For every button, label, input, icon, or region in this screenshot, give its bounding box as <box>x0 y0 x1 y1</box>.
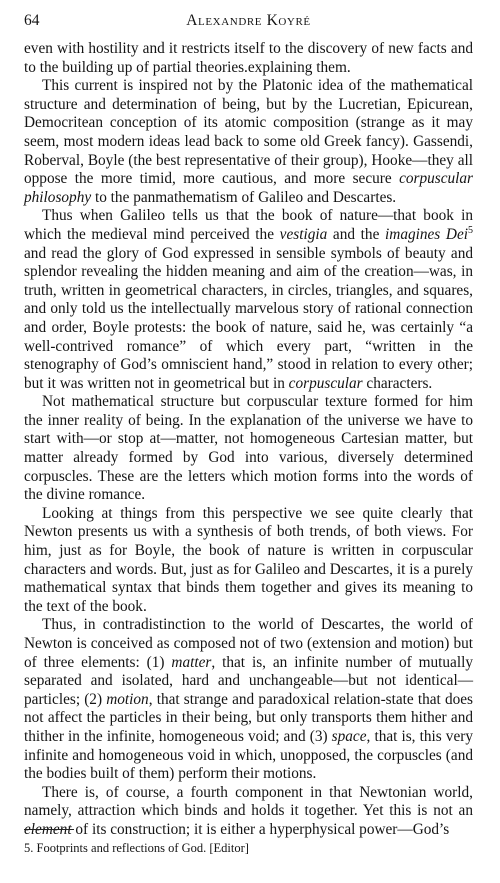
italic-term: element <box>24 820 72 838</box>
paragraph-7: There is, of course, a fourth component in that Newtonian world, namely, attraction which binds and holds it together. Yet this is not an element of its construction; it is either a hyperphysical power—God’s <box>24 783 473 838</box>
running-head <box>24 0 473 30</box>
italic-term: corpuscular <box>288 374 363 392</box>
footnote: 5. Footprints and reflections of God. [Editor] <box>24 841 249 855</box>
footnote-reference: 5 <box>468 224 473 236</box>
italic-term: motion <box>106 690 149 708</box>
italic-term: corpuscular philosophy <box>24 170 473 206</box>
italic-term: vestigia <box>279 225 328 243</box>
paragraph-2: This current is inspired not by the Platonic idea of the mathematical structure and determination of being, but by the Lucretian, Epicurean, Democritean conception of its atomic composition (strange as it may seem, most modern ideas lead back to some old Greek fancy). Gassendi, Roberval, Boyle (the best representative of their group), Hooke—they all oppose the more timid, more cautious, and more secure corpuscular philosophy to the panmathematism of Galileo and Descartes. <box>24 77 473 206</box>
paragraph-1: even with hostility and it restricts itself to the discovery of new facts and to the building up of partial theories.explaining them. <box>24 40 473 76</box>
footnote-rule <box>24 829 74 830</box>
paragraph-5: Looking at things from this perspective we see quite clearly that Newton presents us with a synthesis of both trends, of both views. For him, just as for Boyle, the book of nature is written in corpuscular characters and words. But, just as for Galileo and Descartes, it is a purely mathematical syntax that binds them together and gives its meaning to the text of the book. <box>24 504 473 615</box>
italic-term: imagines Dei <box>385 225 468 243</box>
page-number: 64 <box>24 12 40 29</box>
running-title: Alexandre Koyré <box>186 12 311 29</box>
italic-term: space <box>331 727 367 745</box>
italic-term: matter <box>171 653 212 671</box>
paragraph-3: Thus when Galileo tells us that the book of nature—that book in which the medieval mind perceived the vestigia and the imagines Dei$^5$ and read the glory of God expressed in sensible symbols of beauty and splendor revealing the hidden meaning and aim of the creation—was, in truth, written in geometrical characters, in circles, triangles, and squares, and only told us the intellectually marvelous story of rational connection and order, Boyle protests: the book of nature, said he, was certainly “a well-contrived romance” of which every part, “written in the stenography of God’s omniscient hand,” stood in relation to every other; but it was written not in geometrical but in corpuscular characters. <box>24 207 473 392</box>
body-text <box>24 40 473 840</box>
paragraph-6: Thus, in contradistinction to the world of Descartes, the world of Newton is conceived as composed not of two (extension and motion) but of three elements: (1) matter, that is, an infinite number of mutually separated and isolated, hard and unchangeable—but not identical—particles; (2) motion, that strange and paradoxical relation-state that does not affect the particles in their being, but only transports them hither and thither in the infinite, homogeneous void; and (3) space, that is, this very infinite and homogeneous void in which, unopposed, the corpuscles (and the bodies built of them) perform their motions. <box>24 616 473 783</box>
paragraph-4: Not mathematical structure but corpuscular texture formed for him the inner reality of being. In the explanation of the universe we have to start with—or stop at—matter, not homogeneous Cartesian matter, but matter already formed by God into various, diversely determined corpuscles. These are the letters which motion forms into the words of the divine romance. <box>24 393 473 504</box>
